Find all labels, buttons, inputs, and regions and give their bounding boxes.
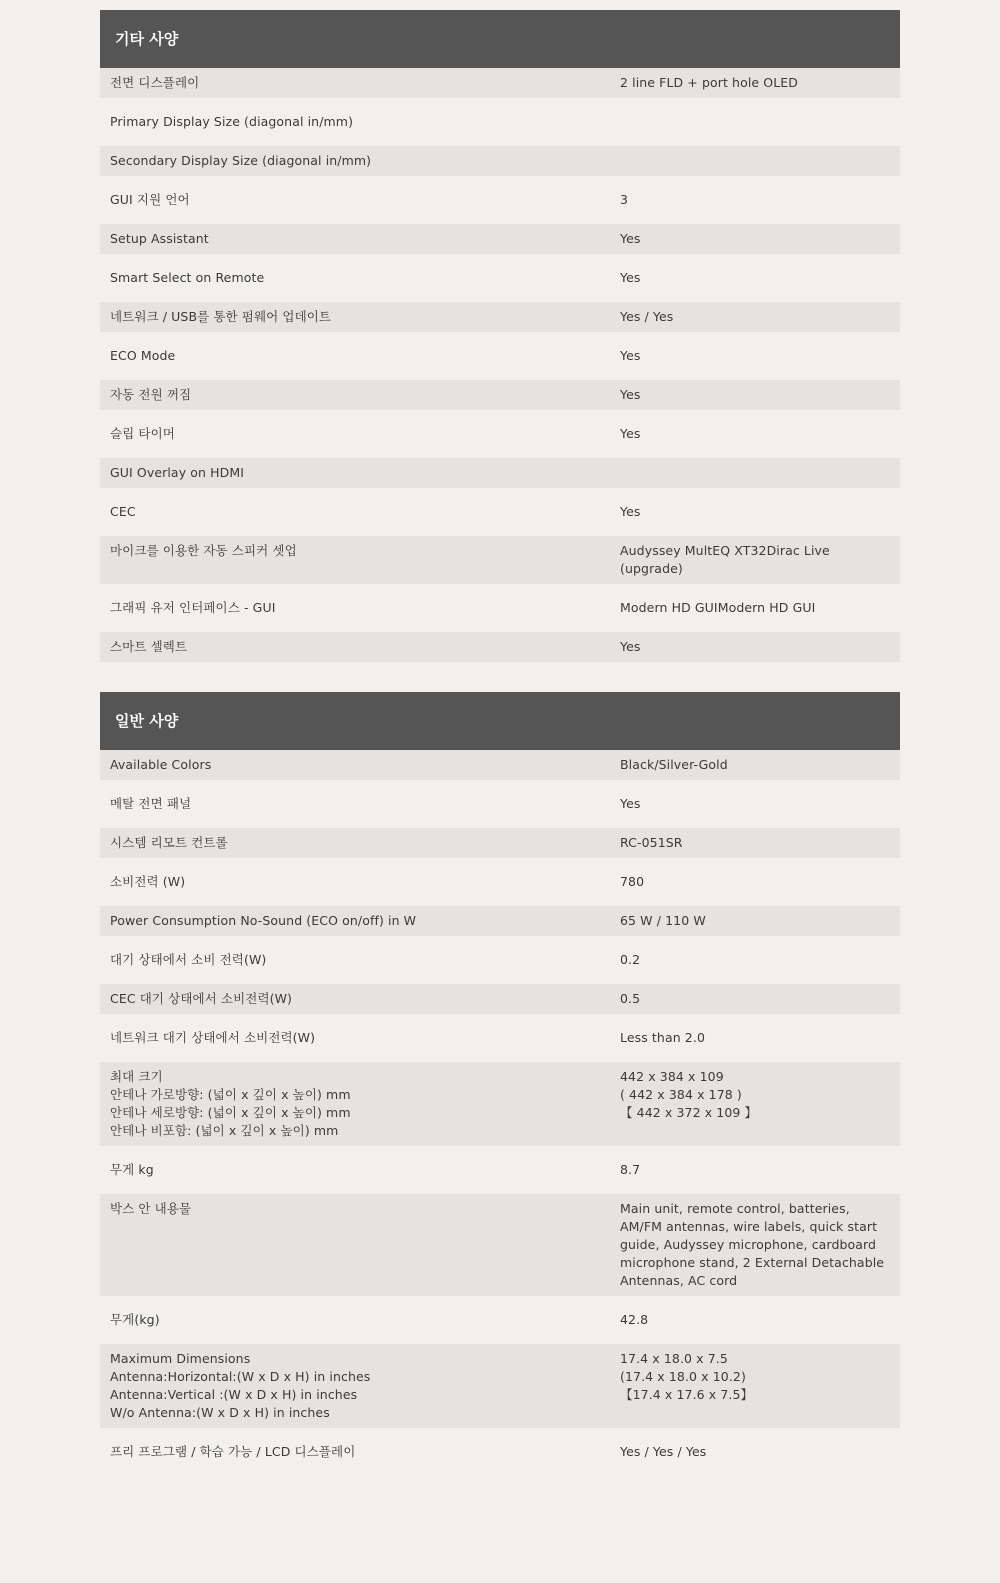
spec-value: Yes / Yes / Yes	[620, 1444, 707, 1459]
spec-label: 마이크를 이용한 자동 스피커 셋업	[110, 543, 297, 558]
spec-label: Power Consumption No-Sound (ECO on/off) in W	[110, 913, 417, 928]
spec-row	[100, 1437, 900, 1467]
spec-row	[100, 593, 900, 623]
spec-value: 0.5	[620, 991, 641, 1006]
spec-value: Main unit, remote control, batteries, AM/FM antennas, wire labels, quick start guide, Audyssey microphone, cardboard microphone stand, 2 External Detachable Antennas, AC cord	[620, 1201, 885, 1288]
spec-label: 무게 kg	[110, 1162, 154, 1177]
spec-row	[100, 380, 900, 410]
spec-row	[100, 146, 900, 176]
spec-label: 최대 크기 안테나 가로방향: (넓이 x 깊이 x 높이) mm 안테나 세로방향: (넓이 x 깊이 x 높이) mm 안테나 비포함: (넓이 x 깊이 x 높이) mm	[110, 1069, 351, 1138]
spec-row	[100, 828, 900, 858]
spec-row	[100, 750, 900, 780]
spec-value: 42.8	[620, 1312, 649, 1327]
spec-value: Yes	[620, 231, 641, 246]
spec-row	[100, 497, 900, 527]
spec-rows	[100, 750, 900, 1467]
spec-value: 2 line FLD + port hole OLED	[620, 75, 798, 90]
spec-label: 네트워크 / USB를 통한 펌웨어 업데이트	[110, 309, 332, 324]
spec-row	[100, 68, 900, 98]
spec-row	[100, 1155, 900, 1185]
spec-label: CEC 대기 상태에서 소비전력(W)	[110, 991, 293, 1006]
spec-value: Yes	[620, 504, 641, 519]
spec-label: 프리 프로그램 / 학습 가능 / LCD 디스플레이	[110, 1444, 356, 1459]
spec-value: Yes	[620, 270, 641, 285]
spec-value: 17.4 x 18.0 x 7.5 (17.4 x 18.0 x 10.2) 【17.4 x 17.6 x 7.5】	[620, 1351, 754, 1402]
spec-label: ECO Mode	[110, 348, 176, 363]
spec-row	[100, 945, 900, 975]
spec-value: RC-051SR	[620, 835, 683, 850]
spec-label: 스마트 셀렉트	[110, 639, 188, 654]
spec-value: 0.2	[620, 952, 641, 967]
section-header: 일반 사양	[100, 692, 900, 750]
spec-label: Available Colors	[110, 757, 212, 772]
spec-row	[100, 867, 900, 897]
spec-row	[100, 224, 900, 254]
spec-label: GUI 지원 언어	[110, 192, 190, 207]
spec-label: CEC	[110, 504, 136, 519]
spec-row	[100, 1344, 900, 1428]
spec-label: 무게(kg)	[110, 1312, 160, 1327]
spec-label: 전면 디스플레이	[110, 75, 200, 90]
spec-row	[100, 536, 900, 584]
spec-rows	[100, 68, 900, 662]
spec-row	[100, 1023, 900, 1053]
section-header: 기타 사양	[100, 10, 900, 68]
spec-value: 442 x 384 x 109 ( 442 x 384 x 178 ) 【 442 x 372 x 109 】	[620, 1069, 758, 1120]
spec-row	[100, 906, 900, 936]
spec-value: Yes	[620, 426, 641, 441]
spec-row	[100, 1194, 900, 1296]
spec-value: Yes	[620, 387, 641, 402]
spec-row	[100, 789, 900, 819]
spec-value: 3	[620, 192, 629, 207]
spec-row	[100, 302, 900, 332]
spec-value: Black/Silver-Gold	[620, 757, 728, 772]
spec-value: Yes	[620, 796, 641, 811]
spec-value: Yes / Yes	[620, 309, 674, 324]
spec-row	[100, 1305, 900, 1335]
spec-label: 대기 상태에서 소비 전력(W)	[110, 952, 267, 967]
spec-value: Modern HD GUIModern HD GUI	[620, 600, 816, 615]
spec-value: 65 W / 110 W	[620, 913, 706, 928]
spec-row	[100, 458, 900, 488]
spec-label: 박스 안 내용물	[110, 1201, 192, 1216]
spec-value: 780	[620, 874, 645, 889]
spec-label: Primary Display Size (diagonal in/mm)	[110, 114, 354, 129]
spec-label: Secondary Display Size (diagonal in/mm)	[110, 153, 372, 168]
spec-label: 네트워크 대기 상태에서 소비전력(W)	[110, 1030, 316, 1045]
spec-row	[100, 984, 900, 1014]
spec-row	[100, 419, 900, 449]
spec-section-general	[100, 692, 900, 1476]
spec-row	[100, 185, 900, 215]
spec-label: GUI Overlay on HDMI	[110, 465, 245, 480]
spec-value: Audyssey MultEQ XT32Dirac Live (upgrade)	[620, 543, 830, 576]
spec-row	[100, 263, 900, 293]
spec-label: Maximum Dimensions Antenna:Horizontal:(W x D x H) in inches Antenna:Vertical :(W x D x H) in inches W/o Antenna:(W x D x H) in inches	[110, 1351, 371, 1420]
spec-label: 슬립 타이머	[110, 426, 175, 441]
spec-value: Yes	[620, 348, 641, 363]
spec-label: 시스템 리모트 컨트롤	[110, 835, 228, 850]
spec-value: Less than 2.0	[620, 1030, 705, 1045]
spec-label: Setup Assistant	[110, 231, 209, 246]
spec-value: Yes	[620, 639, 641, 654]
spec-section-other	[100, 10, 900, 671]
spec-row	[100, 1062, 900, 1146]
spec-row	[100, 341, 900, 371]
spec-row	[100, 632, 900, 662]
spec-label: 메탈 전면 패널	[110, 796, 192, 811]
spec-label: 그래픽 유저 인터페이스 - GUI	[110, 600, 276, 615]
spec-label: Smart Select on Remote	[110, 270, 265, 285]
spec-label: 자동 전원 꺼짐	[110, 387, 192, 402]
spec-label: 소비전력 (W)	[110, 874, 186, 889]
spec-value: 8.7	[620, 1162, 641, 1177]
spec-row	[100, 107, 900, 137]
